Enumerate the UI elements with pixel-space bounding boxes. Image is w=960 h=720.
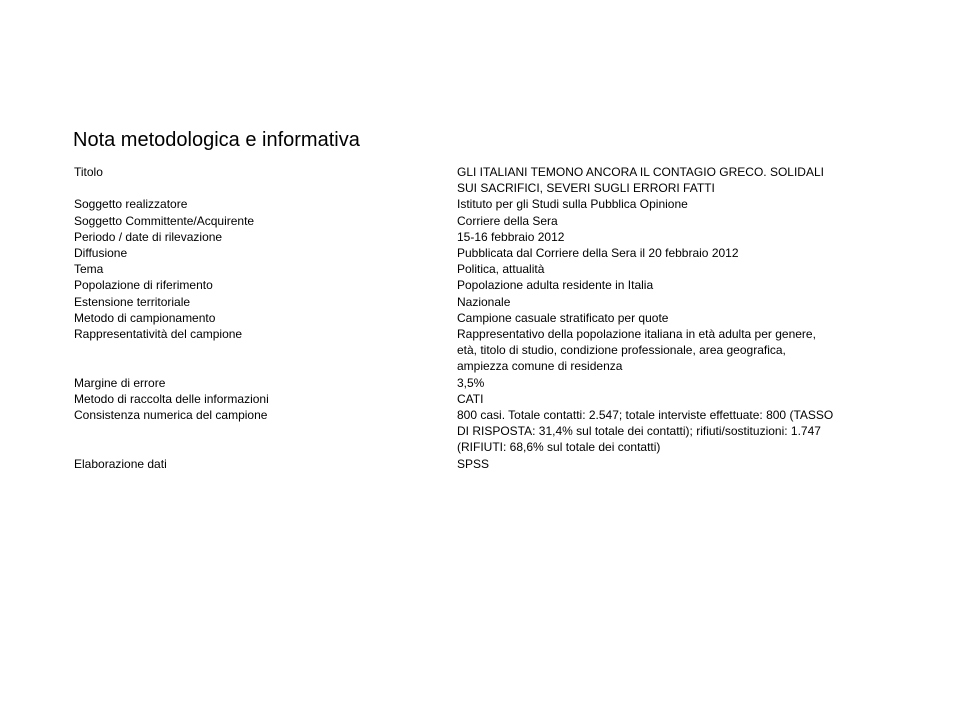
- row-value: [457, 326, 877, 375]
- row-value: [457, 407, 877, 456]
- row-value: [457, 245, 877, 261]
- row-value-line: Pubblicata dal Corriere della Sera il 20 febbraio 2012: [457, 246, 739, 261]
- row-value-line: CATI: [457, 391, 484, 406]
- row-label: Diffusione: [74, 246, 128, 261]
- row-value: [457, 456, 877, 472]
- row-value-line: Istituto per gli Studi sulla Pubblica Opinione: [457, 197, 688, 212]
- table-row: [74, 229, 894, 245]
- row-label: Metodo di raccolta delle informazioni: [74, 391, 269, 406]
- row-label: Periodo / date di rilevazione: [74, 229, 223, 244]
- row-value-line: SPSS: [457, 456, 490, 471]
- row-label: Titolo: [74, 165, 103, 179]
- row-label: Metodo di campionamento: [74, 310, 216, 325]
- table-row: [74, 407, 894, 456]
- row-label: Soggetto realizzatore: [74, 197, 188, 212]
- row-value-line: Nazionale: [457, 294, 511, 309]
- row-value: [457, 213, 877, 229]
- row-value: [457, 391, 877, 407]
- table-row: [74, 261, 894, 277]
- row-value: [457, 294, 877, 310]
- row-value-line: Politica, attualità: [457, 262, 545, 277]
- row-value-line: SUI SACRIFICI, SEVERI SUGLI ERRORI FATTI: [457, 181, 715, 196]
- table-row: [74, 164, 894, 196]
- row-value: [457, 310, 877, 326]
- row-value-line: Rappresentativo della popolazione italiana in età adulta per genere,: [457, 327, 816, 342]
- page-title: Nota metodologica e informativa: [73, 129, 360, 151]
- row-label: Rappresentatività del campione: [74, 327, 243, 342]
- row-label: Tema: [74, 262, 104, 277]
- row-value-line: Campione casuale stratificato per quote: [457, 310, 669, 325]
- row-label: Soggetto Committente/Acquirente: [74, 213, 255, 228]
- table-row: [74, 277, 894, 293]
- table-row: [74, 375, 894, 391]
- row-label: Popolazione di riferimento: [74, 278, 213, 293]
- row-value: [457, 196, 877, 212]
- table-row: [74, 245, 894, 261]
- row-label: Consistenza numerica del campione: [74, 408, 268, 423]
- table-row: [74, 391, 894, 407]
- table-row: [74, 326, 894, 375]
- row-value: [457, 261, 877, 277]
- table-row: [74, 456, 894, 472]
- methodology-table: [74, 164, 894, 472]
- row-value-line: ampiezza comune di residenza: [457, 359, 623, 374]
- table-row: [74, 196, 894, 212]
- table-row: [74, 310, 894, 326]
- row-value-line: 3,5%: [457, 375, 485, 390]
- row-label: Margine di errore: [74, 375, 166, 390]
- row-value: [457, 277, 877, 293]
- row-value-line: 15-16 febbraio 2012: [457, 229, 565, 244]
- row-value-line: età, titolo di studio, condizione professionale, area geografica,: [457, 343, 786, 358]
- table-row: [74, 213, 894, 229]
- row-value: [457, 375, 877, 391]
- row-value-line: 800 casi. Totale contatti: 2.547; totale interviste effettuate: 800 (TASSO: [457, 408, 834, 423]
- row-label: Estensione territoriale: [74, 294, 191, 309]
- row-value-line: Popolazione adulta residente in Italia: [457, 278, 654, 293]
- row-value: [457, 229, 877, 245]
- row-value-line: (RIFIUTI: 68,6% sul totale dei contatti): [457, 440, 661, 455]
- row-label: Elaborazione dati: [74, 456, 167, 471]
- row-value: [457, 164, 877, 196]
- row-value-line: GLI ITALIANI TEMONO ANCORA IL CONTAGIO GRECO. SOLIDALI: [457, 165, 824, 179]
- row-value-line: Corriere della Sera: [457, 213, 558, 228]
- row-value-line: DI RISPOSTA: 31,4% sul totale dei contatti); rifiuti/sostituzioni: 1.747: [457, 424, 821, 439]
- table-row: [74, 294, 894, 310]
